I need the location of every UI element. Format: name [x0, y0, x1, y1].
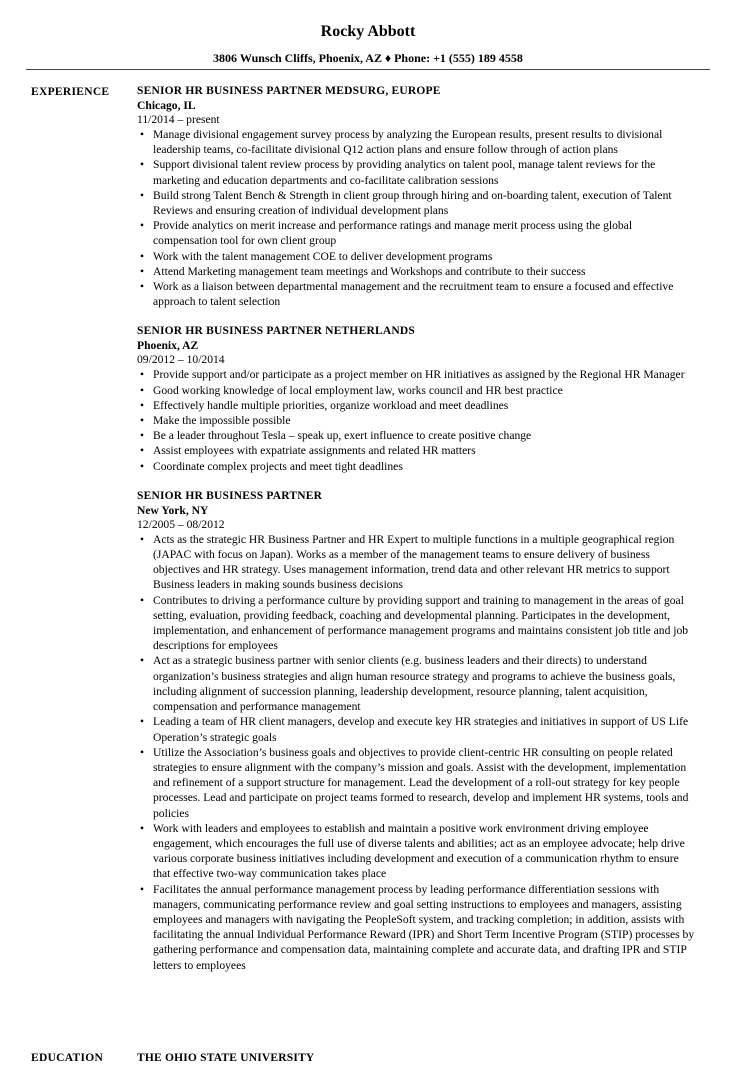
experience-list: [137, 84, 697, 973]
education-school: THE OHIO STATE UNIVERSITY: [137, 1052, 315, 1064]
bullet-item: • Act as a strategic business partner with senior clients (e.g. business leaders and their directs) to understand organization’s business strategies and align human resource strategy and programs to achieve the business goals, including alignment of succession planning, leadership development, resource planning, talent acquisition, compensation and performance management: [153, 653, 697, 714]
job-title: SENIOR HR BUSINESS PARTNER: [137, 489, 323, 502]
job-dates: 09/2012 – 10/2014: [137, 353, 225, 367]
bullet-item: • Leading a team of HR client managers, develop and execute key HR strategies and initiatives in support of US Life Operation’s strategic goals: [153, 714, 697, 744]
bullet-item: • Provide support and/or participate as a project member on HR initiatives as assigned by the Regional HR Manager: [153, 367, 697, 382]
bullet-item: • Assist employees with expatriate assignments and related HR matters: [153, 443, 697, 458]
bullet-item: • Coordinate complex projects and meet tight deadlines: [153, 459, 697, 474]
bullet-item: • Contributes to driving a performance culture by providing support and training to management in the areas of goal setting, evaluation, providing feedback, coaching and developmental planning. Participates in the development, implementation, and enhancement of performance management programs and maintains consistent job title and job descriptions for employees: [153, 593, 697, 654]
resume-name: Rocky Abbott: [320, 23, 416, 40]
bullet-item: • Acts as the strategic HR Business Partner and HR Expert to multiple functions in a multiple geographical region (JAPAC with focus on Japan). Works as a member of the management teams to ensure delivery of business objectives and HR strategy. Uses management information, trend data and other relevant HR metrics to support Business leaders in making sounds business decisions: [153, 532, 697, 593]
job-location: Chicago, IL: [137, 99, 196, 112]
bullet-item: • Effectively handle multiple priorities, organize workload and meet deadlines: [153, 398, 697, 413]
bullet-item: • Provide analytics on merit increase and performance ratings and manage merit process using the global compensation tool for own client group: [153, 218, 697, 248]
job-location: Phoenix, AZ: [137, 339, 199, 353]
job-entry: [137, 324, 697, 473]
bullet-item: • Work with the talent management COE to deliver development programs: [153, 249, 697, 264]
bullet-item: • Make the impossible possible: [153, 413, 697, 428]
bullet-item: • Manage divisional engagement survey process by analyzing the European results, present results to divisional leadership teams, co-facilitate divisional Q12 action plans and ensure follow through of action plans: [153, 127, 697, 157]
bullet-item: • Facilitates the annual performance management process by leading performance differentiation sessions with managers, communicating performance review and goal setting instructions to employees and managers, assisting employees and managers with navigating the PeopleSoft system, and tracking completion; in addition, assists with facilitating the annual Individual Performance Reward (IPR) and Short Term Incentive Program (STIP) processes by gathering performance and compensation data, maintaining complete and accurate data, and drafting IPR and STIP letters to employees: [153, 882, 697, 973]
bullet-item: • Work with leaders and employees to establish and maintain a positive work environment driving employee engagement, which encourages the full use of diverse talents and abilities; act as an employee advocate; help drive various corporate business initiatives including development and execution of a communication rhythm to ensure that effective two-way communication takes place: [153, 821, 697, 882]
bullet-item: • Work as a liaison between departmental management and the recruitment team to ensure a focused and effective approach to talent selection: [153, 279, 697, 309]
bullet-item: • Attend Marketing management team meetings and Workshops and contribute to their success: [153, 264, 697, 279]
job-bullets: [137, 127, 697, 309]
job-entry: [137, 84, 697, 309]
job-dates: 11/2014 – present: [137, 113, 220, 126]
job-location: New York, NY: [137, 503, 209, 517]
job-bullets: [137, 367, 697, 473]
bullet-item: • Build strong Talent Bench & Strength in client group through hiring and on-boarding talent, execution of Talent Reviews and ensuring creation of individual development plans: [153, 188, 697, 218]
experience-section-label: EXPERIENCE: [31, 86, 110, 98]
job-bullets: [137, 532, 697, 973]
job-title: SENIOR HR BUSINESS PARTNER MEDSURG, EUROPE: [137, 85, 441, 97]
bullet-item: • Be a leader throughout Tesla – speak up, exert influence to create positive change: [153, 428, 697, 443]
contact-line: 3806 Wunsch Cliffs, Phoenix, AZ ♦ Phone: +1 (555) 189 4558: [213, 51, 523, 65]
header-divider: [26, 69, 710, 70]
bullet-item: • Support divisional talent review process by providing analytics on talent pool, manage talent reviews for the marketing and education departments and co-facilitate calibration sessions: [153, 157, 697, 187]
bullet-item: • Utilize the Association’s business goals and objectives to provide client-centric HR consulting on people related strategies to ensure alignment with the company’s mission and goals. Assist with the development, implementation and refinement of a support structure for management. Lead the development of a roll-out strategy for key people processes. Lead and participate on project teams formed to research, develop and implement HR systems, tools and policies: [153, 745, 697, 821]
job-entry: [137, 489, 697, 973]
education-section-label: EDUCATION: [31, 1052, 104, 1064]
job-title: SENIOR HR BUSINESS PARTNER NETHERLANDS: [137, 325, 415, 338]
bullet-item: • Good working knowledge of local employment law, works council and HR best practice: [153, 383, 697, 398]
job-dates: 12/2005 – 08/2012: [137, 517, 225, 531]
